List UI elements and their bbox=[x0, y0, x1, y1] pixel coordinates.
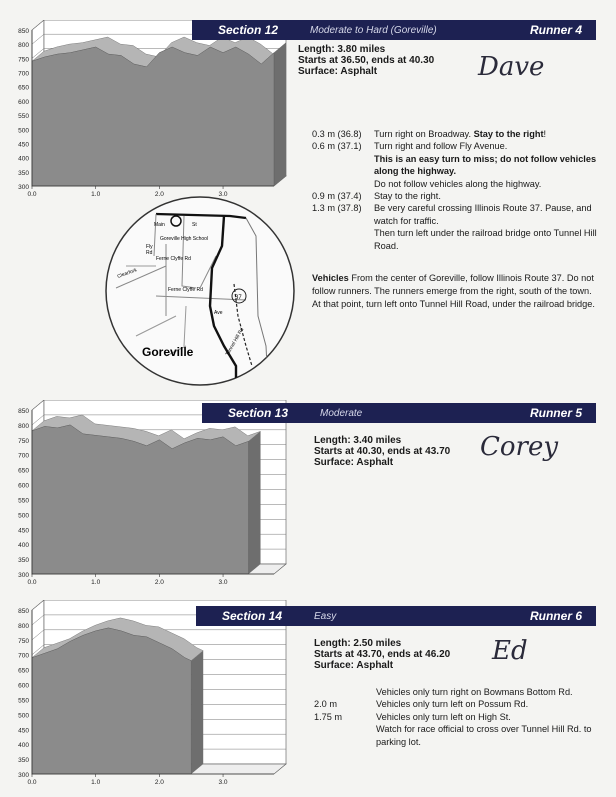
y-tick-label: 600 bbox=[18, 682, 29, 690]
y-tick-label: 850 bbox=[18, 408, 29, 415]
y-tick-label: 750 bbox=[18, 56, 29, 64]
section-header-12 bbox=[192, 20, 596, 40]
x-tick-label: 1.0 bbox=[91, 779, 101, 786]
x-tick-label: 3.0 bbox=[218, 579, 228, 586]
vehicles-text: From the center of Goreville, follow Illinois Route 37. Do not follow runners. The runners emerge from the right, south of the town. At that point, turn left onto Tunnel Hill Road, under the railroad bridge. bbox=[312, 273, 595, 309]
y-tick-label: 550 bbox=[18, 113, 29, 121]
runner-label: Runner 5 bbox=[529, 406, 582, 420]
x-tick-label: 2.0 bbox=[154, 579, 164, 586]
x-tick-label: 0.0 bbox=[27, 579, 37, 586]
section-title: Section 13 bbox=[228, 406, 289, 420]
elevation-end-face bbox=[274, 43, 286, 186]
y-tick-label: 800 bbox=[18, 42, 29, 50]
y-tick-label: 600 bbox=[18, 98, 29, 106]
direction-row: 2.0 m Vehicles only turn left on Possum Rd. bbox=[314, 699, 529, 710]
elevation-chart-13 bbox=[0, 400, 290, 588]
y-tick-label: 300 bbox=[18, 572, 29, 579]
starts-text: Starts at 43.70, ends at 46.20 bbox=[314, 649, 451, 660]
section-header-13 bbox=[202, 403, 596, 423]
y-tick-label: 400 bbox=[18, 742, 29, 750]
handwritten-runner-name: Corey bbox=[480, 432, 559, 462]
map-label-st: St bbox=[192, 222, 197, 228]
runner-label: Runner 6 bbox=[529, 609, 582, 623]
section-title: Section 12 bbox=[218, 23, 279, 37]
y-tick-label: 600 bbox=[18, 482, 29, 490]
direction-row: 0.3 m (36.8) Turn right on Broadway. Stay to the right! bbox=[312, 129, 547, 139]
direction-row: This is an easy turn to miss; do not follow vehicles along the highway. bbox=[374, 153, 597, 177]
direction-row: 0.6 m (37.1) Turn right and follow Fly Avenue. bbox=[312, 141, 508, 152]
vehicles-paragraph bbox=[312, 272, 600, 311]
x-tick-label: 3.0 bbox=[218, 191, 228, 198]
y-tick-label: 300 bbox=[18, 184, 29, 191]
elevation-area bbox=[32, 425, 249, 574]
y-tick-label: 800 bbox=[18, 622, 29, 630]
y-tick-label: 550 bbox=[18, 497, 29, 505]
direction-row: Then turn left under the railroad bridge onto Tunnel Hill Road. bbox=[374, 228, 597, 251]
map-label-clearfork: Clearfork bbox=[116, 267, 138, 280]
length-text: Length: 2.50 miles bbox=[314, 638, 402, 649]
y-tick-label: 800 bbox=[18, 422, 29, 430]
goreville-map bbox=[96, 196, 304, 386]
runner-label: Runner 4 bbox=[529, 23, 582, 37]
y-tick-label: 350 bbox=[18, 757, 29, 765]
map-label-school: Goreville High School bbox=[160, 236, 209, 242]
y-tick-label: 700 bbox=[18, 652, 29, 660]
map-label-main: Main bbox=[154, 222, 165, 228]
directions-12 bbox=[312, 128, 602, 252]
y-tick-label: 300 bbox=[18, 772, 29, 779]
section-header-14 bbox=[196, 606, 596, 626]
elevation-area bbox=[32, 628, 191, 774]
y-tick-label: 500 bbox=[18, 712, 29, 720]
section-info-12 bbox=[298, 44, 434, 77]
y-tick-label: 650 bbox=[18, 467, 29, 475]
surface-text: Surface: Asphalt bbox=[314, 660, 394, 671]
y-tick-label: 550 bbox=[18, 697, 29, 705]
elevation-end-face bbox=[191, 651, 203, 774]
direction-row: 1.3 m (37.8) Be very careful crossing Illinois Route 37. Pause, and watch for traffic. bbox=[312, 203, 592, 226]
y-tick-label: 500 bbox=[18, 512, 29, 520]
elevation-end-face bbox=[249, 431, 261, 574]
y-tick-label: 450 bbox=[18, 527, 29, 535]
map-label-ferne-2: Ferne Clyffe Rd bbox=[168, 287, 203, 293]
length-text: Length: 3.40 miles bbox=[314, 435, 402, 446]
section-info-13 bbox=[314, 435, 450, 468]
elevation-chart-12 bbox=[0, 20, 290, 200]
x-tick-label: 2.0 bbox=[154, 191, 164, 198]
y-tick-label: 500 bbox=[18, 127, 29, 135]
elevation-chart-14 bbox=[0, 600, 290, 788]
y-tick-label: 700 bbox=[18, 452, 29, 460]
direction-row: Watch for race official to cross over Tunnel Hill Rd. to parking lot. bbox=[376, 724, 592, 747]
y-tick-label: 350 bbox=[18, 169, 29, 177]
map-town-label: Goreville bbox=[142, 345, 194, 359]
direction-row: Do not follow vehicles along the highway. bbox=[374, 178, 542, 189]
y-tick-label: 400 bbox=[18, 542, 29, 550]
section-info-14 bbox=[314, 638, 450, 671]
x-tick-label: 0.0 bbox=[27, 779, 37, 786]
directions-14 bbox=[314, 686, 604, 748]
section-difficulty: Moderate to Hard (Goreville) bbox=[310, 24, 437, 36]
x-tick-label: 2.0 bbox=[154, 779, 164, 786]
vehicles-label: Vehicles bbox=[312, 273, 349, 283]
section-difficulty: Easy bbox=[314, 610, 337, 622]
y-tick-label: 450 bbox=[18, 727, 29, 735]
starts-text: Starts at 36.50, ends at 40.30 bbox=[298, 55, 435, 66]
starts-text: Starts at 40.30, ends at 43.70 bbox=[314, 446, 451, 457]
x-tick-label: 0.0 bbox=[27, 191, 37, 198]
direction-row: 0.9 m (37.4) Stay to the right. bbox=[312, 191, 441, 202]
surface-text: Surface: Asphalt bbox=[298, 66, 378, 77]
y-tick-label: 750 bbox=[18, 437, 29, 445]
direction-row: Vehicles only turn right on Bowmans Bottom Rd. bbox=[376, 687, 573, 697]
y-tick-label: 850 bbox=[18, 608, 29, 615]
x-tick-label: 3.0 bbox=[218, 779, 228, 786]
handwritten-runner-name: Dave bbox=[478, 52, 545, 82]
length-text: Length: 3.80 miles bbox=[298, 44, 386, 55]
y-tick-label: 650 bbox=[18, 667, 29, 675]
x-tick-label: 1.0 bbox=[91, 191, 101, 198]
map-label-tunnel: Tunnel Hill Rd bbox=[224, 326, 246, 357]
y-tick-label: 850 bbox=[18, 28, 29, 35]
map-label-ave: Ave bbox=[214, 310, 223, 316]
direction-row: 1.75 m Vehicles only turn left on High St. bbox=[314, 711, 511, 722]
section-title: Section 14 bbox=[222, 609, 283, 623]
y-tick-label: 350 bbox=[18, 557, 29, 565]
y-tick-label: 400 bbox=[18, 155, 29, 163]
elevation-area bbox=[32, 47, 274, 186]
map-label-ferne-1: Ferne Clyffe Rd bbox=[156, 256, 191, 262]
y-tick-label: 650 bbox=[18, 84, 29, 92]
y-tick-label: 700 bbox=[18, 70, 29, 78]
y-tick-label: 450 bbox=[18, 141, 29, 149]
handwritten-runner-name: Ed bbox=[492, 636, 528, 666]
map-label-rd: Rd bbox=[146, 250, 153, 256]
map-label-fly: Fly bbox=[146, 244, 153, 250]
y-tick-label: 750 bbox=[18, 637, 29, 645]
surface-text: Surface: Asphalt bbox=[314, 457, 394, 468]
section-difficulty: Moderate bbox=[320, 407, 363, 419]
map-label-route: 37 bbox=[235, 295, 242, 301]
x-tick-label: 1.0 bbox=[91, 579, 101, 586]
